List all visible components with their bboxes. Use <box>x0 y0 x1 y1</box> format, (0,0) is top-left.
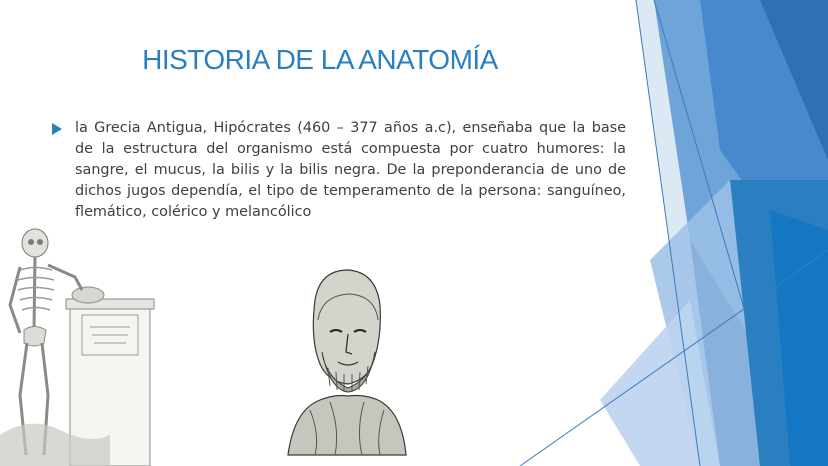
slide-title: HISTORIA DE LA ANATOMÍA <box>142 44 498 75</box>
bullet-item <box>52 118 626 223</box>
skeleton-illustration <box>0 215 170 466</box>
bullet-arrow-icon <box>52 123 62 135</box>
hippocrates-bust <box>280 260 410 460</box>
bullet-text: la Grecia Antigua, Hipócrates (460 – 377 años a.c), enseñaba que la base de la estructura del organismo está compuesta por cuatro humores: la sangre, el mucus, la bilis y la bilis negra. De la preponderancia de uno de dichos jugos dependía, el tipo de temperamento de la persona: sanguíneo, flemático, colérico y melancólico <box>75 120 626 220</box>
